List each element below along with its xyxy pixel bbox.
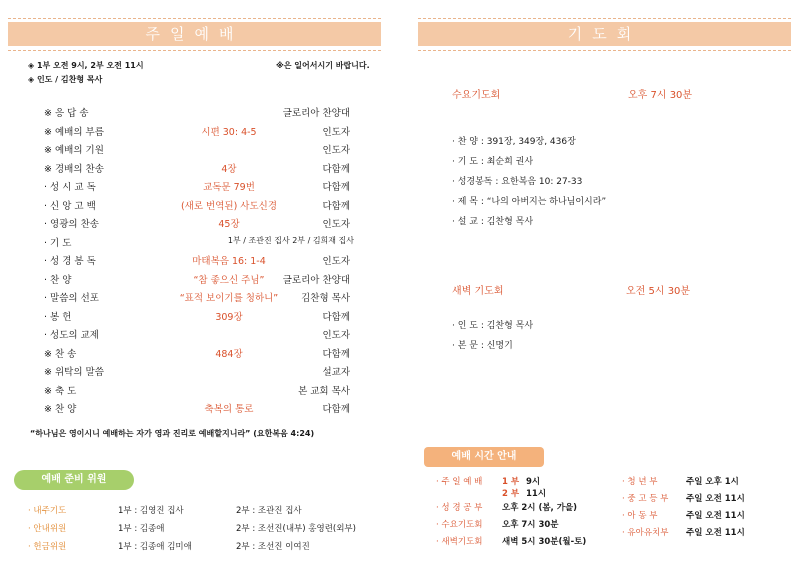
schedule-label: · 청 년 부: [622, 477, 658, 487]
committee-title: 예배 준비 위원: [14, 470, 134, 490]
order-title: ※ 예배의 부름: [44, 126, 104, 138]
order-leader: 다함께: [322, 182, 350, 193]
prayer-item: · 성경봉독 : 요한복음 10: 27-33: [452, 177, 583, 187]
order-title: · 성도의 교제: [44, 330, 99, 341]
order-title: · 기 도: [44, 237, 72, 249]
worship-header: 주일예배: [8, 22, 381, 46]
committee-label-text: · 헌금위원: [28, 542, 67, 552]
divider: [418, 18, 791, 19]
order-row: [44, 309, 350, 328]
order-row: [44, 290, 350, 309]
order-row: [44, 272, 350, 291]
committee-part1: 1부 : 김영진 집사: [118, 506, 184, 516]
sch-sunday-1-time: 9시: [526, 477, 541, 487]
committee-label: [28, 522, 66, 534]
schedule-time: 주일 오전 11시: [686, 494, 745, 504]
scripture-quote: “하나님은 영이시니 예배하는 자가 영과 진리로 예배할지니라” (요한복음 4:24): [30, 429, 315, 438]
order-row: [44, 124, 350, 143]
stand-notice: ※은 일어서시기 바랍니다.: [276, 61, 370, 70]
committee-part2: 2부 : 조관진 집사: [236, 506, 302, 516]
order-leader: 인도자: [322, 126, 350, 138]
divider: [8, 50, 381, 51]
order-title: · 신 앙 고 백: [44, 200, 96, 212]
service-times: ◈ 1부 오전 9시, 2부 오전 11시: [28, 61, 144, 70]
wed-prayer-title: 수요기도회: [452, 90, 501, 101]
order-leader: 인도자: [322, 330, 350, 341]
schedule-label: · 중 고 등 부: [622, 494, 669, 504]
order-row: [44, 179, 350, 198]
order-title: · 성 경 봉 독: [44, 256, 96, 267]
prayer-item: · 본 문 : 신명기: [452, 341, 513, 351]
prayer-item: · 인 도 : 김찬형 목사: [452, 321, 534, 331]
schedule-row: [622, 527, 792, 544]
leader-info: ◈ 인도 / 김찬형 목사: [28, 75, 103, 84]
order-title: ※ 경배의 찬송: [44, 163, 104, 175]
order-detail: 교독문 79번: [203, 182, 255, 193]
order-title: · 찬 양: [44, 274, 72, 286]
order-detail: 309장: [215, 311, 243, 323]
committee-label: [28, 504, 66, 516]
order-leader: 인도자: [322, 256, 350, 267]
order-leader: 인도자: [322, 219, 350, 230]
order-title: · 봉 헌: [44, 311, 72, 323]
order-row: [44, 253, 350, 272]
schedule-row: [622, 476, 792, 493]
order-leader: 김찬형 목사: [301, 293, 350, 304]
order-detail: 484장: [215, 348, 243, 360]
divider: [418, 50, 791, 51]
order-leader: 글로리아 찬양대: [282, 108, 350, 119]
order-title: ※ 위탁의 말씀: [44, 367, 104, 378]
prayer-header: 기도회: [418, 22, 791, 46]
dawn-prayer-time: 오전 5시 30분: [626, 286, 691, 297]
dawn-prayer-title: 새벽 기도회: [452, 286, 504, 297]
order-title: · 영광의 찬송: [44, 219, 99, 230]
order-detail: 시편 30: 4-5: [201, 126, 257, 138]
sch-wed-time: 오후 7시 30분: [502, 520, 559, 530]
schedule-time: 주일 오전 11시: [686, 528, 745, 538]
order-title: · 성 시 교 독: [44, 182, 96, 193]
order-detail: (새로 번역된) 사도신경: [180, 200, 278, 212]
dawn-prayer-list: [452, 318, 533, 358]
wed-prayer-list: [452, 134, 606, 234]
order-row: [44, 161, 350, 180]
order-title: ※ 축 도: [44, 385, 77, 397]
sch-label-wed: · 수요기도회: [436, 520, 483, 530]
order-detail: “표적 보이기를 청하니”: [179, 293, 279, 304]
sch-sunday-1: 1 부: [502, 477, 520, 487]
committee-label: [28, 540, 66, 552]
order-row: [44, 383, 350, 402]
order-row: [44, 216, 350, 235]
wed-prayer-time: 오후 7시 30분: [628, 90, 693, 101]
sch-label-sunday: · 주 일 예 배: [436, 477, 483, 487]
order-leader: 다함께: [322, 404, 350, 415]
sch-label-dawn: · 새벽기도회: [436, 537, 483, 547]
schedule-time: 주일 오후 1시: [686, 477, 739, 487]
schedule-time: 주일 오전 11시: [686, 511, 745, 521]
committee-part2: 2부 : 조선진(내부) 홍영련(외부): [236, 524, 356, 534]
order-leader: 다함께: [322, 311, 350, 323]
order-leader: 다함께: [322, 200, 350, 212]
order-row: [44, 401, 350, 420]
order-title: ※ 응 답 송: [44, 108, 89, 119]
sch-sunday-2-time: 11시: [526, 489, 547, 499]
worship-order: [44, 105, 354, 420]
order-row: [44, 198, 350, 217]
order-title: ※ 예배의 기원: [44, 145, 104, 156]
order-title: · 말씀의 선포: [44, 293, 99, 304]
order-leader: 글로리아 찬양대: [282, 274, 350, 286]
order-leader: 설교자: [322, 367, 350, 378]
order-leader: 인도자: [322, 145, 350, 156]
order-leader: 본 교회 목사: [298, 385, 350, 397]
committee-part2: 2부 : 조선진 이여진: [236, 542, 310, 552]
schedule-row: [622, 493, 792, 510]
committee-part1: 1부 : 김종애: [118, 524, 165, 534]
committee-part1: 1부 : 김종애 김미애: [118, 542, 192, 552]
sch-dawn-time: 새벽 5시 30분(월-토): [502, 537, 587, 547]
order-row: [44, 235, 354, 254]
order-leader: 다함께: [322, 348, 350, 360]
schedule-left: [436, 476, 626, 553]
order-row: [44, 142, 350, 161]
sch-sunday-2: 2 부: [502, 489, 520, 499]
schedule-label: · 유아유치부: [622, 528, 669, 538]
schedule-title: 예배 시간 안내: [424, 447, 544, 467]
committee-label-text: · 내주기도: [28, 506, 67, 516]
order-detail: “참 좋으신 주님”: [193, 274, 265, 286]
prayer-item: · 기 도 : 최순희 권사: [452, 157, 534, 167]
order-title: ※ 찬 송: [44, 348, 77, 360]
order-row: [44, 105, 350, 124]
prayer-item: · 찬 양 : 391장, 349장, 436장: [452, 137, 576, 147]
prayer-item: · 설 교 : 김찬형 목사: [452, 217, 534, 227]
order-detail: 45장: [218, 219, 240, 230]
sch-label-bible: · 성 경 공 부: [436, 503, 483, 513]
order-row: [44, 346, 350, 365]
schedule-label: · 아 동 부: [622, 511, 658, 521]
order-row: [44, 364, 350, 383]
schedule-right: [622, 476, 792, 544]
order-leader: 다함께: [322, 163, 350, 175]
order-title: ※ 찬 양: [44, 404, 77, 415]
order-detail: 1부 / 조관진 집사 2부 / 김희재 집사: [227, 235, 354, 245]
committee-label-text: · 안내위원: [28, 524, 67, 534]
sch-bible-time: 오후 2시 (봄, 가을): [502, 503, 578, 513]
divider: [8, 18, 381, 19]
schedule-row: [622, 510, 792, 527]
prayer-item: · 제 목 : “나의 아버지는 하나님이시라”: [452, 197, 607, 207]
order-detail: 축복의 통로: [204, 404, 254, 415]
order-detail: 4장: [221, 163, 237, 175]
order-detail: 마태복음 16: 1-4: [192, 256, 266, 267]
order-row: [44, 327, 350, 346]
